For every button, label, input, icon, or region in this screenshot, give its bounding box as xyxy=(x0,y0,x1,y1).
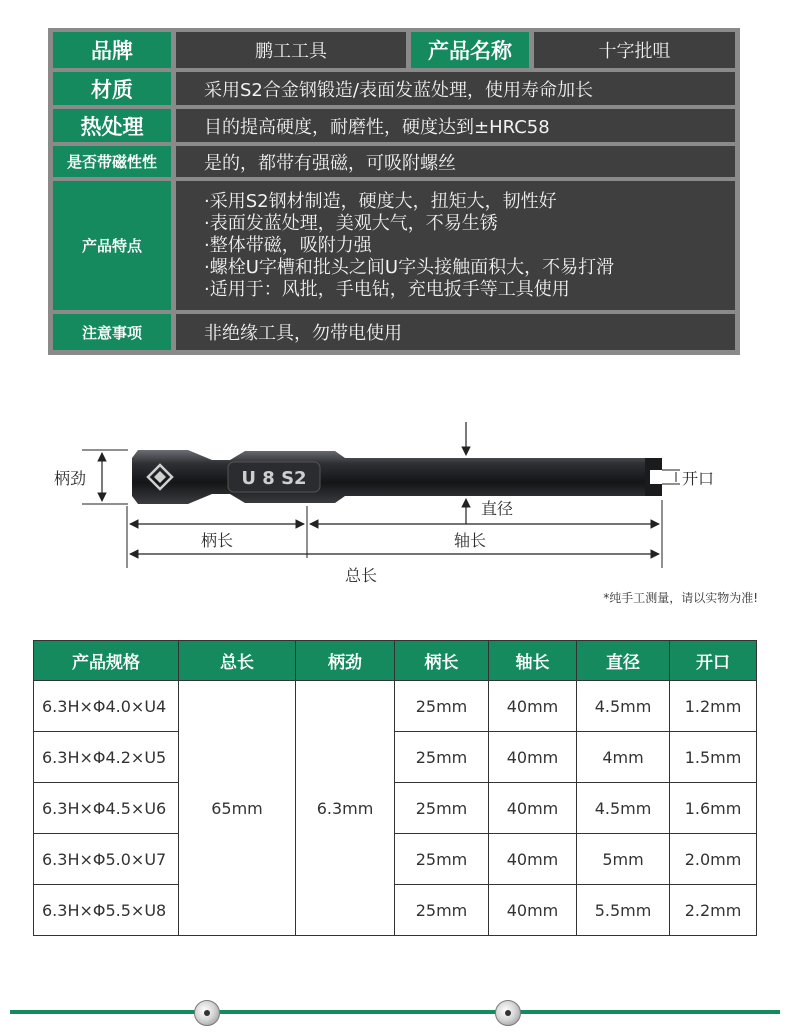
col-total-length: 总长 xyxy=(179,641,296,681)
magnetic-value: 是的，都带有强磁，可吸附螺丝 xyxy=(176,146,735,177)
features-label: 产品特点 xyxy=(53,181,171,310)
spec-cell: 6.3H×Φ4.2×U5 xyxy=(34,732,179,783)
spec-cell: 6.3H×Φ4.5×U6 xyxy=(34,783,179,834)
bit-dimension-diagram xyxy=(0,400,788,620)
feature-item: ·整体带磁，吸附力强 xyxy=(204,234,372,256)
heat-treatment-label: 热处理 xyxy=(53,109,171,142)
total-length-label: 总长 xyxy=(344,566,378,585)
magnetic-label: 是否带磁性性 xyxy=(53,146,171,177)
total-length-cell: 65mm xyxy=(179,681,296,936)
diameter-cell: 4mm xyxy=(577,732,670,783)
footer-divider xyxy=(10,1010,780,1014)
shaft-length-cell: 40mm xyxy=(489,834,577,885)
measurement-note: *纯手工测量，请以实物为准! xyxy=(603,591,758,605)
spec-cell: 6.3H×Φ5.5×U8 xyxy=(34,885,179,936)
size-table-header xyxy=(34,641,757,681)
feature-item: ·采用S2钢材制造，硬度大，扭矩大，韧性好 xyxy=(204,190,557,212)
spec-cell: 6.3H×Φ5.0×U7 xyxy=(34,834,179,885)
diameter-cell: 5.5mm xyxy=(577,885,670,936)
feature-item: ·螺栓U字槽和批头之间U字头接触面积大，不易打滑 xyxy=(204,256,615,278)
shaft-length-label: 轴长 xyxy=(453,531,487,550)
table-row xyxy=(34,885,757,936)
opening-cell: 1.2mm xyxy=(670,681,757,732)
features-list xyxy=(176,181,735,310)
heat-treatment-value: 目的提高硬度，耐磨性，硬度达到±HRC58 xyxy=(176,109,735,142)
shank-diameter-dimension xyxy=(54,450,128,504)
brand-value: 鹏工工具 xyxy=(176,32,406,68)
shaft-length-cell: 40mm xyxy=(489,732,577,783)
shank-length-cell: 25mm xyxy=(395,732,489,783)
spec-row-notice xyxy=(53,314,735,350)
table-row xyxy=(34,681,757,732)
opening-dimension xyxy=(662,469,714,488)
length-dimensions xyxy=(130,524,659,585)
shank-length-cell: 25mm xyxy=(395,681,489,732)
diameter-cell: 4.5mm xyxy=(577,681,670,732)
opening-cell: 2.2mm xyxy=(670,885,757,936)
table-row xyxy=(34,783,757,834)
opening-label: 开口 xyxy=(681,469,715,488)
spec-row-magnetic xyxy=(53,146,735,177)
product-name-label: 产品名称 xyxy=(411,32,529,68)
table-row xyxy=(34,834,757,885)
spec-table xyxy=(48,28,740,355)
divider-knob-icon xyxy=(194,1000,220,1026)
feature-item: ·表面发蓝处理，美观大气，不易生锈 xyxy=(204,212,498,234)
notice-label: 注意事项 xyxy=(53,314,171,350)
feature-item: ·适用于：风批，手电钻，充电扳手等工具使用 xyxy=(204,278,570,300)
col-shank-length: 柄长 xyxy=(395,641,489,681)
col-shaft-length: 轴长 xyxy=(489,641,577,681)
col-spec: 产品规格 xyxy=(34,641,179,681)
material-label: 材质 xyxy=(53,72,171,105)
divider-knob-icon xyxy=(495,1000,521,1026)
diameter-cell: 5mm xyxy=(577,834,670,885)
brand-label: 品牌 xyxy=(53,32,171,68)
shaft-length-cell: 40mm xyxy=(489,681,577,732)
spec-row-brand xyxy=(53,32,735,68)
diameter-label: 直径 xyxy=(480,499,514,518)
size-table xyxy=(33,640,757,936)
opening-cell: 2.0mm xyxy=(670,834,757,885)
opening-cell: 1.5mm xyxy=(670,732,757,783)
screwdriver-bit xyxy=(132,450,662,504)
shaft-length-cell: 40mm xyxy=(489,783,577,834)
shank-length-label: 柄长 xyxy=(200,531,234,550)
shaft-length-cell: 40mm xyxy=(489,885,577,936)
spec-cell: 6.3H×Φ4.0×U4 xyxy=(34,681,179,732)
col-diameter: 直径 xyxy=(577,641,670,681)
notice-value: 非绝缘工具，勿带电使用 xyxy=(176,314,735,350)
material-value: 采用S2合金钢锻造/表面发蓝处理，使用寿命加长 xyxy=(176,72,735,105)
col-shank-diameter: 柄劲 xyxy=(296,641,395,681)
table-row xyxy=(34,732,757,783)
bit-marking: U 8 S2 xyxy=(241,468,307,489)
spec-row-material xyxy=(53,72,735,105)
product-name-value: 十字批咀 xyxy=(534,32,735,68)
opening-cell: 1.6mm xyxy=(670,783,757,834)
col-opening: 开口 xyxy=(670,641,757,681)
shank-diameter-label: 柄劲 xyxy=(53,469,87,488)
shank-length-cell: 25mm xyxy=(395,834,489,885)
shank-length-cell: 25mm xyxy=(395,783,489,834)
diameter-cell: 4.5mm xyxy=(577,783,670,834)
spec-row-features xyxy=(53,181,735,310)
spec-row-heat xyxy=(53,109,735,142)
shank-diameter-cell: 6.3mm xyxy=(296,681,395,936)
shank-length-cell: 25mm xyxy=(395,885,489,936)
